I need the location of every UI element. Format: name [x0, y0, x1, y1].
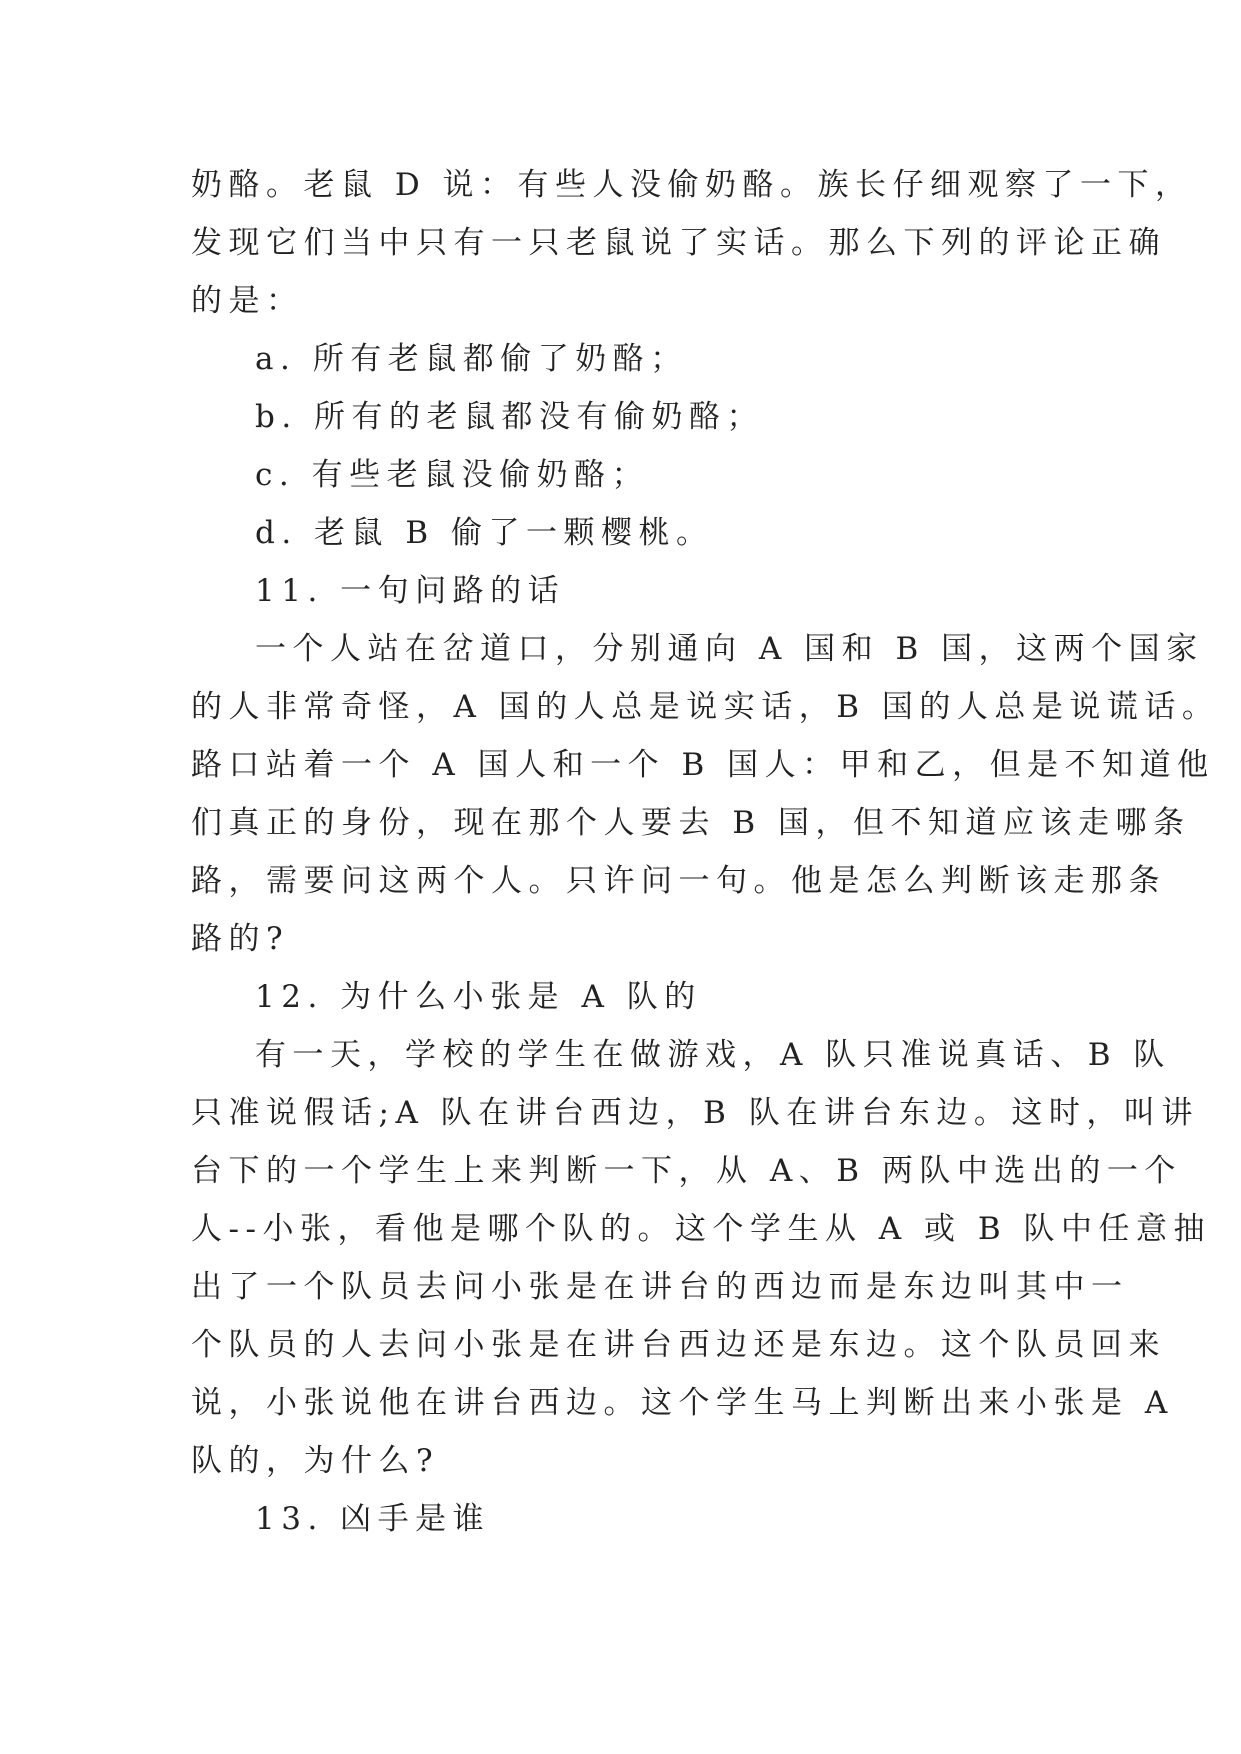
paragraph-line: 只准说假话;A 队在讲台西边，B 队在讲台东边。这时，叫讲 [191, 1095, 1199, 1131]
paragraph-line: 说，小张说他在讲台西边。这个学生马上判断出来小张是 A [191, 1385, 1174, 1421]
heading-13: 13. 凶手是谁 [255, 1501, 491, 1537]
option-b: b. 所有的老鼠都没有偷奶酪； [255, 399, 765, 435]
paragraph-line: 路的? [191, 921, 290, 957]
text-line: 的是： [191, 283, 304, 319]
paragraph-line: 个队员的人去问小张是在讲台西边还是东边。这个队员回来 [191, 1327, 1166, 1363]
document-body [191, 156, 1220, 1548]
paragraph-line: 台下的一个学生上来判断一下，从 A、B 两队中选出的一个 [191, 1153, 1182, 1189]
paragraph-line: 路，需要问这两个人。只许问一句。他是怎么判断该走那条 [191, 863, 1166, 899]
option-a: a. 所有老鼠都偷了奶酪； [255, 341, 688, 377]
paragraph-line: 出了一个队员去问小张是在讲台的西边而是东边叫其中一 [191, 1269, 1129, 1305]
heading-11: 11. 一句问路的话 [255, 573, 566, 609]
text-line: 奶酪。老鼠 D 说：有些人没偷奶酪。族长仔细观察了一下， [191, 167, 1193, 203]
paragraph-line: 的人非常奇怪，A 国的人总是说实话，B 国的人总是说谎话。 [191, 689, 1220, 725]
option-d: d. 老鼠 B 偷了一颗樱桃。 [255, 515, 714, 551]
paragraph-line: 队的，为什么? [191, 1443, 440, 1479]
paragraph-line: 们真正的身份，现在那个人要去 B 国，但不知道应该走哪条 [191, 805, 1191, 841]
option-c: c. 有些老鼠没偷奶酪； [255, 457, 650, 493]
paragraph-line: 一个人站在岔道口，分别通向 A 国和 B 国，这两个国家 [255, 631, 1204, 667]
paragraph-line: 人--小张，看他是哪个队的。这个学生从 A 或 B 队中任意抽 [191, 1211, 1212, 1247]
text-line: 发现它们当中只有一只老鼠说了实话。那么下列的评论正确 [191, 225, 1166, 261]
paragraph-line: 路口站着一个 A 国人和一个 B 国人：甲和乙，但是不知道他 [191, 747, 1215, 783]
paragraph-line: 有一天，学校的学生在做游戏，A 队只准说真话、B 队 [255, 1037, 1171, 1073]
heading-12: 12. 为什么小张是 A 队的 [255, 979, 702, 1015]
